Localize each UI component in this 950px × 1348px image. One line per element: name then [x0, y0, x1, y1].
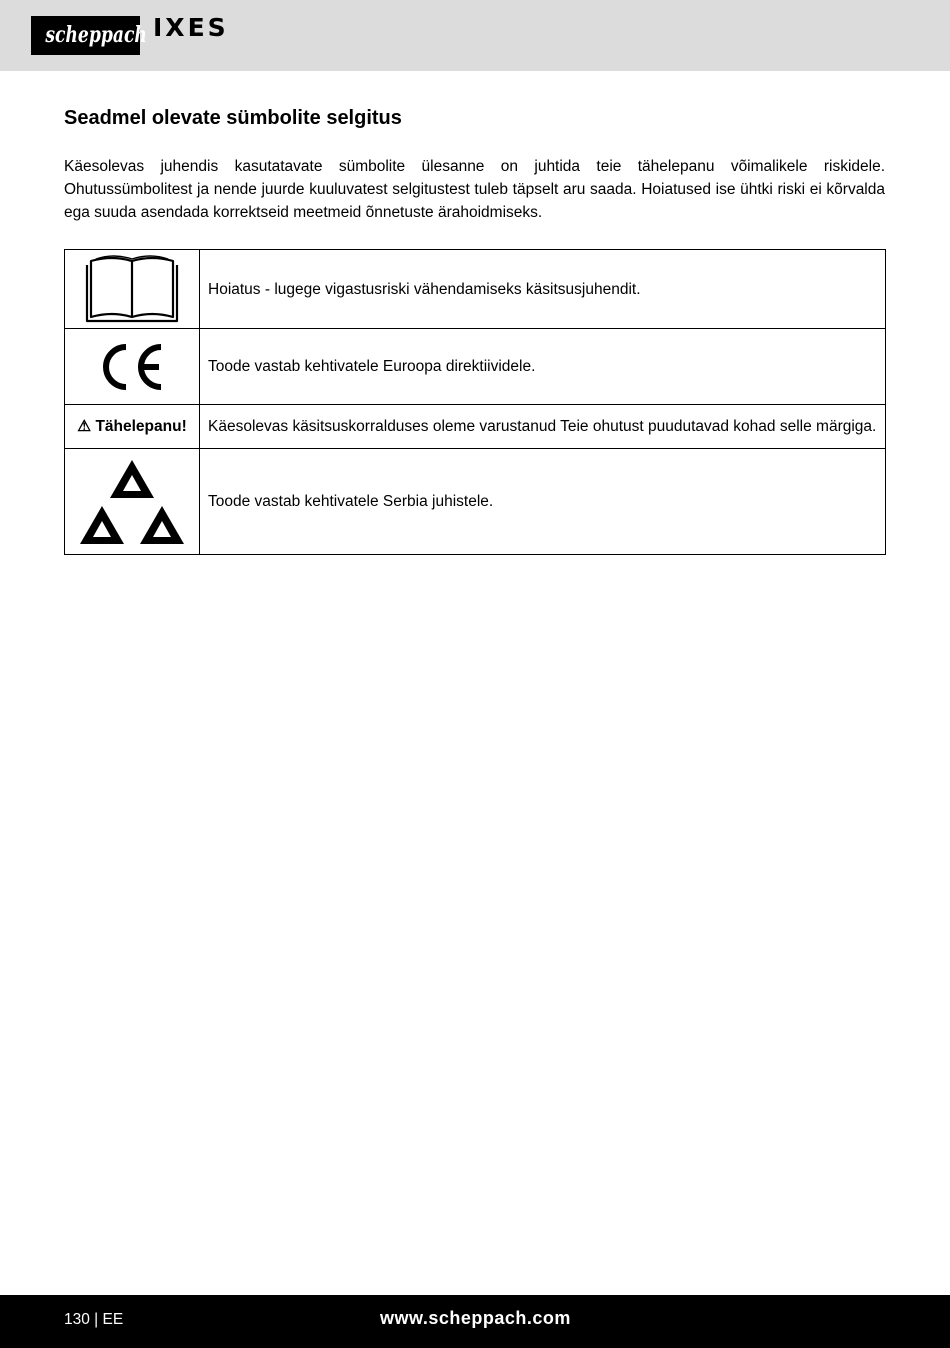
symbol-cell [65, 449, 200, 555]
table-row [65, 405, 886, 449]
ce-mark-icon [98, 342, 166, 392]
table-row [65, 449, 886, 555]
symbol-description: Toode vastab kehtivatele Euroopa direktiividele. [200, 329, 886, 405]
manual-book-icon [84, 255, 180, 323]
table-row [65, 329, 886, 405]
symbol-cell [65, 405, 200, 449]
table-row [65, 250, 886, 329]
scheppach-logo: scheppach [31, 16, 140, 55]
symbol-description: Toode vastab kehtivatele Serbia juhistele. [200, 449, 886, 555]
page-title: Seadmel olevate sümbolite selgitus [64, 107, 402, 129]
website-link[interactable]: www.scheppach.com [380, 1308, 571, 1328]
attention-label: ⚠ Tähelepanu! [77, 418, 187, 435]
symbol-description: Hoiatus - lugege vigastusriski vähendamiseks käsitsusjuhendit. [200, 250, 886, 329]
page-number: 130 | EE [64, 1311, 124, 1328]
page-footer [0, 1295, 950, 1348]
symbol-description: Käesolevas käsitsuskorralduses oleme varustanud Teie ohutust puudutavad kohad selle märgiga. [200, 405, 886, 449]
symbol-cell [65, 250, 200, 329]
intro-paragraph: Käesolevas juhendis kasutatavate sümbolite ülesanne on juhtida teie tähelepanu võimalikele riskidele. Ohutussümbolitest ja nende juurde kuuluvatest selgitustest tuleb täpselt aru saada. Hoiatused ise ühtki riski ei kõrvalda ega suuda asendada korrektseid meetmeid õnnetuste ärahoidmiseks. [64, 158, 885, 221]
symbols-table [64, 249, 886, 555]
serbia-conformity-mark-icon [80, 456, 184, 548]
symbol-cell [65, 329, 200, 405]
ixes-logo: IXES [153, 13, 229, 42]
page-header [0, 0, 950, 71]
